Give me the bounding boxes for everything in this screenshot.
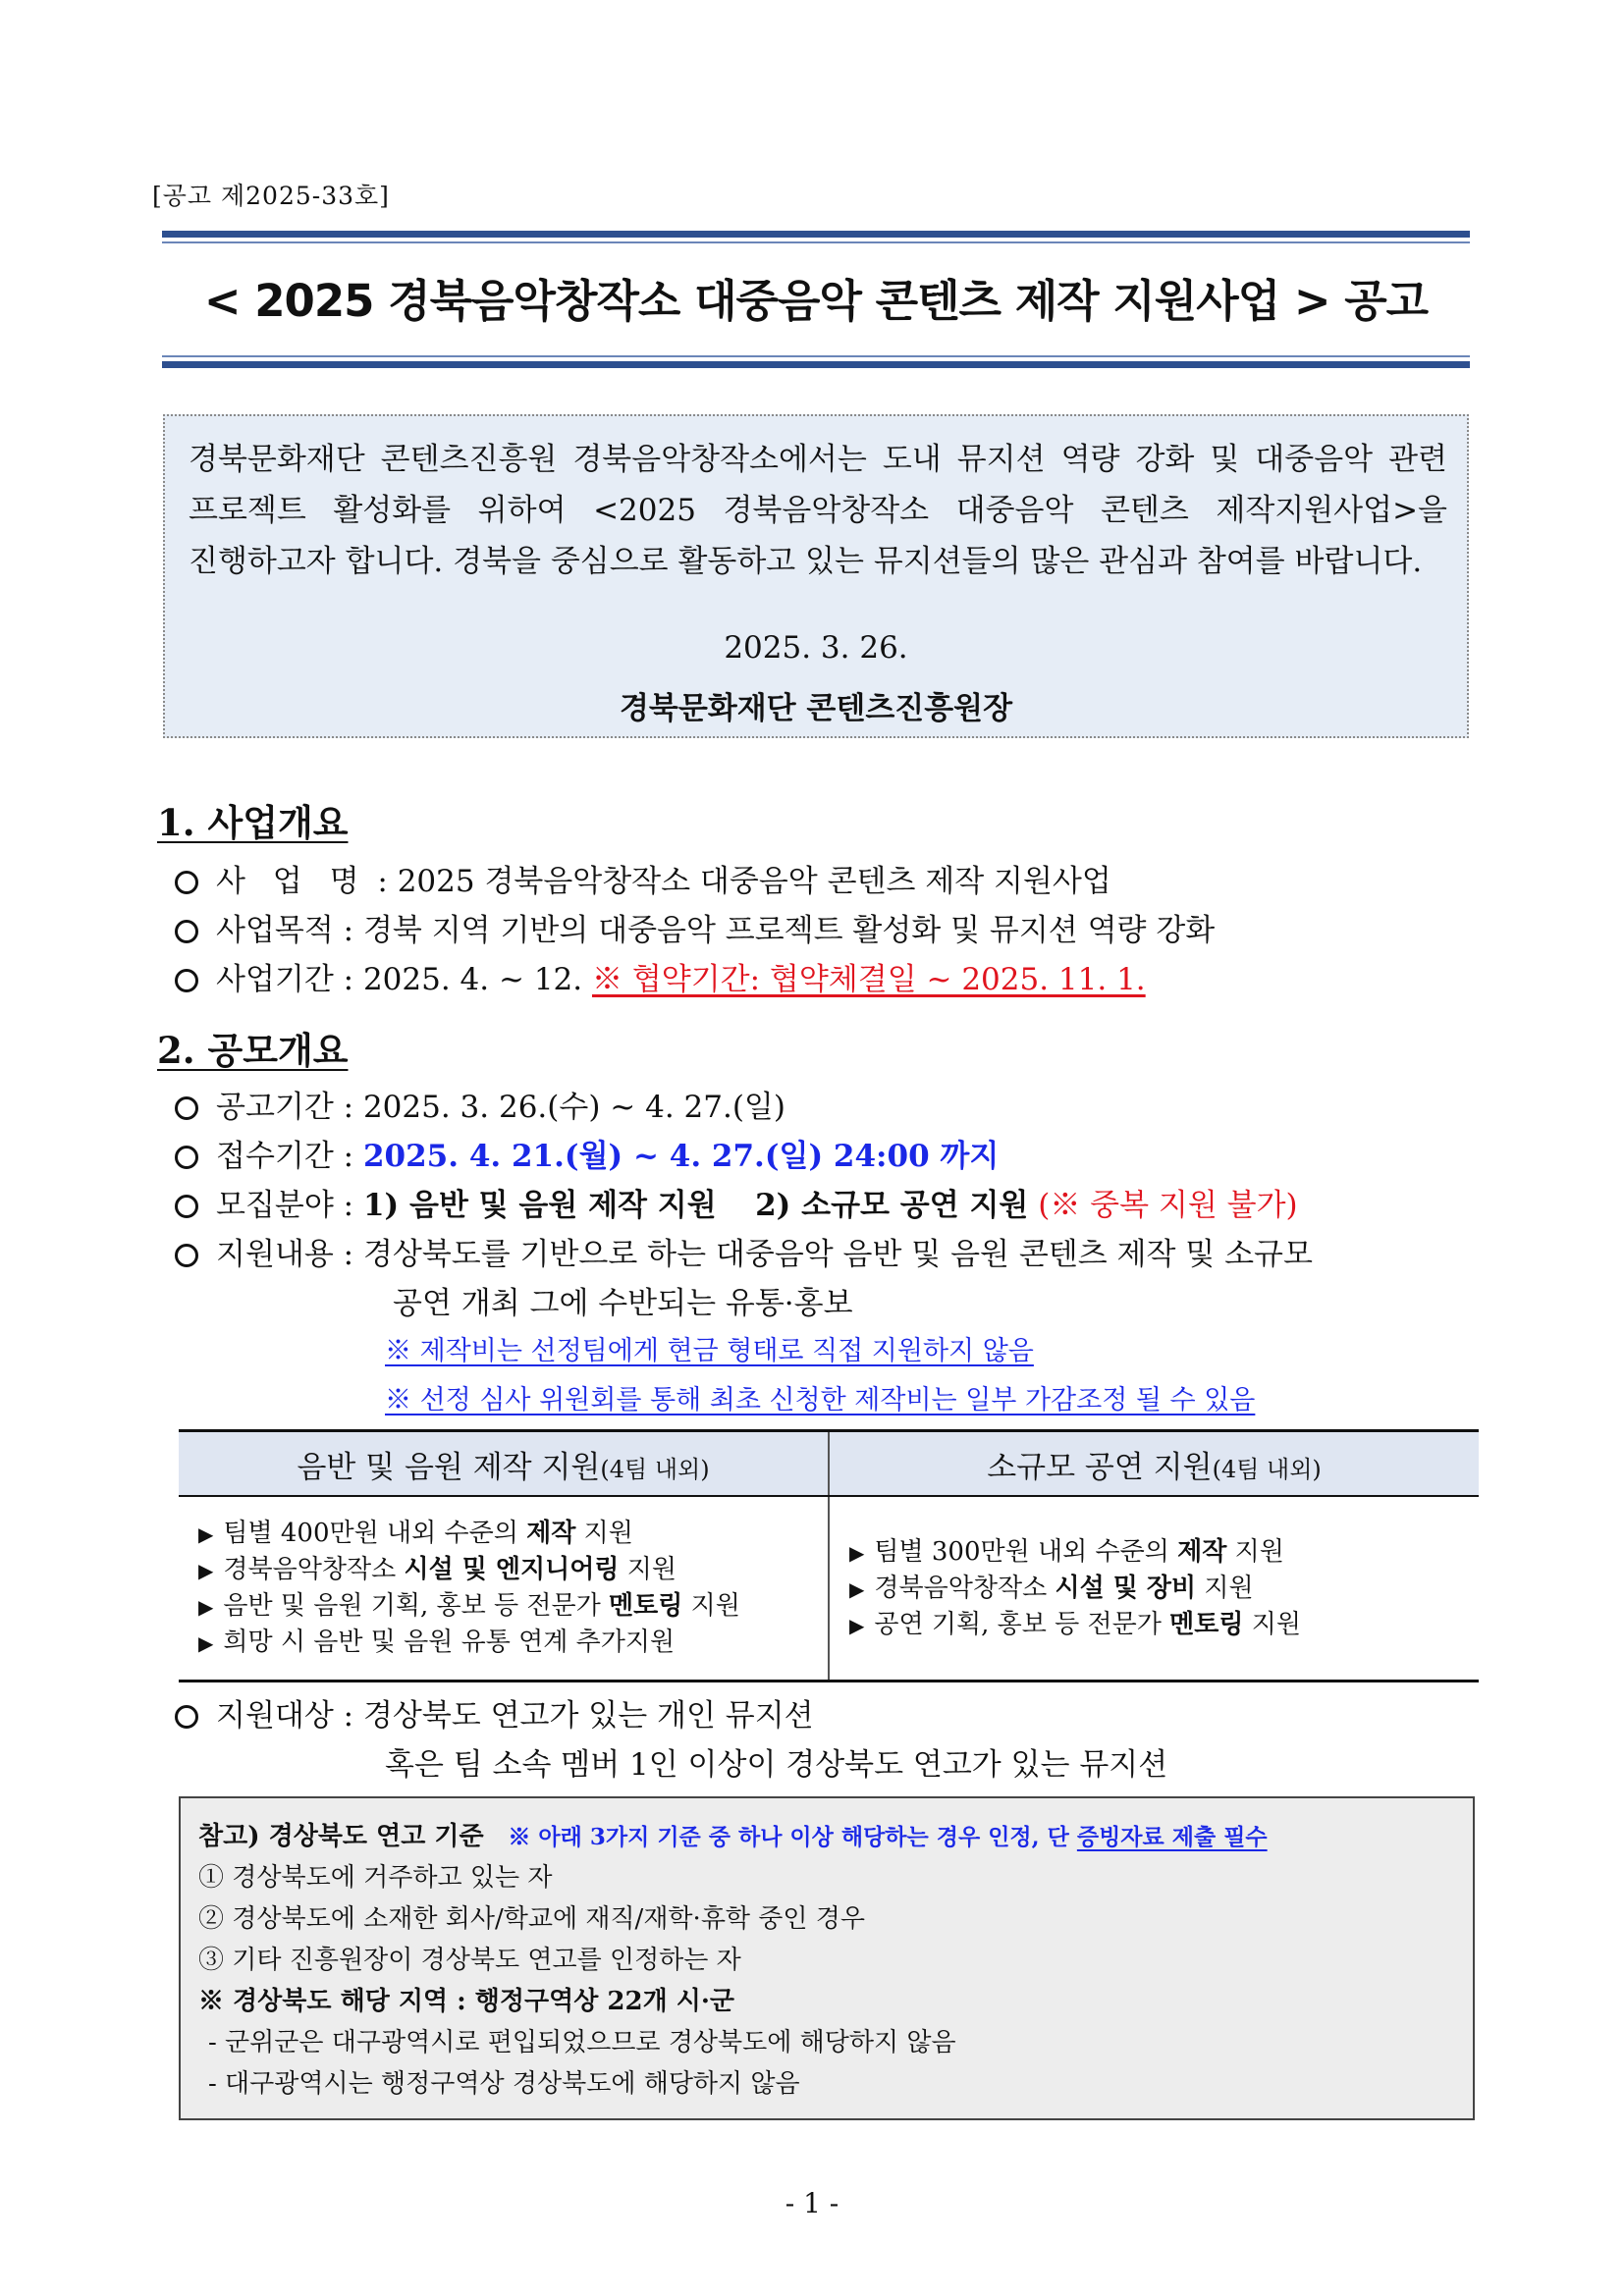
intro-box (163, 414, 1469, 738)
contract-period-note: ※ 협약기간: 협약체결일 ~ 2025. 11. 1. (591, 962, 1146, 997)
list-item: ▶ 경북음악창작소 시설 및 장비 지원 (849, 1573, 1254, 1603)
reference-note: ※ 아래 3가지 기준 중 하나 이상 해당하는 경우 인정, 단 증빙자료 제출 필수 (508, 1824, 1268, 1850)
reference-dash-item: - 군위군은 대구광역시로 편입되었으므로 경상북도에 해당하지 않음 (208, 2028, 956, 2057)
reference-box (179, 1796, 1475, 2120)
triangle-bullet-icon: ▶ (849, 1540, 865, 1565)
list-item: ▶ 공연 기획, 홍보 등 전문가 멘토링 지원 (849, 1609, 1301, 1639)
triangle-bullet-icon: ▶ (198, 1559, 214, 1582)
title-bottom-rule-thin (162, 355, 1470, 357)
reference-title: 참고) 경상북도 연고 기준 (198, 1822, 484, 1851)
list-item: ▶ 팀별 400만원 내외 수준의 제작 지원 (198, 1519, 633, 1548)
section2-target-line2: 혹은 팀 소속 멤버 1인 이상이 경상북도 연고가 있는 뮤지션 (385, 1747, 1168, 1783)
list-item: ▶ 희망 시 음반 및 음원 유통 연계 추가지원 (198, 1628, 676, 1657)
section1-title: 1. 사업개요 (157, 801, 349, 844)
reference-item: ③ 기타 진흥원장이 경상북도 연고를 인정하는 자 (198, 1946, 741, 1975)
section2-receipt-period: 접수기간 : 2025. 4. 21.(월) ~ 4. 27.(일) 24:00 까지 (175, 1131, 999, 1175)
circle-bullet-icon (175, 1146, 198, 1169)
list-item: ▶ 음반 및 음원 기획, 홍보 등 전문가 멘토링 지원 (198, 1591, 740, 1621)
reference-item: ② 경상북도에 소재한 회사/학교에 재직/재학·휴학 중인 경우 (198, 1904, 866, 1934)
section2-title: 2. 공모개요 (157, 1029, 349, 1072)
title-bottom-rule-thick (162, 361, 1470, 368)
section2-content: 지원내용 : 경상북도를 기반으로 하는 대중음악 음반 및 음원 콘텐츠 제작 및 소규모 (175, 1229, 1313, 1273)
circle-bullet-icon (175, 1244, 198, 1267)
section1-item-period: 사업기간 : 2025. 4. ~ 12. ※ 협약기간: 협약체결일 ~ 2025. 11. 1. (175, 954, 1146, 998)
triangle-bullet-icon: ▶ (198, 1522, 214, 1546)
list-item: ▶ 경북음악창작소 시설 및 엔지니어링 지원 (198, 1555, 677, 1584)
triangle-bullet-icon: ▶ (198, 1595, 214, 1619)
title-top-rule-thick (162, 231, 1470, 238)
table-cell-record-items (179, 1496, 829, 1682)
page-number: - 1 - (785, 2187, 839, 2219)
section2-content-note1: ※ 제작비는 선정팀에게 현금 형태로 직접 지원하지 않음 (385, 1336, 1034, 1366)
circle-bullet-icon (175, 1096, 198, 1120)
circle-bullet-icon (175, 871, 198, 894)
title-top-rule-thin (162, 241, 1470, 243)
notice-number: [공고 제2025-33호] (152, 182, 390, 210)
page-title: < 2025 경북음악창작소 대중음악 콘텐츠 제작 지원사업 > 공고 (203, 275, 1429, 327)
intro-text: 경북문화재단 콘텐츠진흥원 경북음악창작소에서는 도내 뮤지션 역량 강화 및 대중음악 관련 프로젝트 활성화를 위하여 <2025 경북음악창작소 대중음악 콘텐츠 제작지원사업>을 진행하고자 합니다. 경북을 중심으로 활동하고 있는 뮤지션들의 많은 관심과 참여를 바랍니다. (189, 442, 1447, 579)
receipt-period-value: 2025. 4. 21.(월) ~ 4. 27.(일) 24:00 까지 (362, 1139, 1000, 1174)
section2-target: 지원대상 : 경상북도 연고가 있는 개인 뮤지션 (175, 1690, 814, 1735)
triangle-bullet-icon: ▶ (198, 1631, 214, 1655)
circle-bullet-icon (175, 1705, 198, 1729)
section1-item-purpose: 사업목적 : 경북 지역 기반의 대중음악 프로젝트 활성화 및 뮤지션 역량 강화 (175, 905, 1215, 949)
section2-category: 모집분야 : 1) 음반 및 음원 제작 지원 2) 소규모 공연 지원 (※ 중복 지원 불가) (175, 1180, 1298, 1224)
reference-region: ※ 경상북도 해당 지역 : 행정구역상 22개 시·군 (198, 1987, 735, 2016)
intro-date: 2025. 3. 26. (724, 630, 908, 666)
section2-content-note2: ※ 선정 심사 위원회를 통해 최초 신청한 제작비는 일부 가감조정 될 수 있음 (385, 1385, 1256, 1415)
table-header-record: 음반 및 음원 제작 지원(4팀 내외) (179, 1431, 829, 1497)
triangle-bullet-icon: ▶ (849, 1576, 865, 1601)
reference-title-line (198, 1816, 1268, 1852)
circle-bullet-icon (175, 1195, 198, 1218)
circle-bullet-icon (175, 920, 198, 943)
intro-org: 경북문화재단 콘텐츠진흥원장 (619, 691, 1013, 726)
reference-dash-item: - 대구광역시는 행정구역상 경상북도에 해당하지 않음 (208, 2069, 800, 2099)
support-table (179, 1429, 1479, 1682)
table-cell-performance-items (829, 1496, 1479, 1682)
triangle-bullet-icon: ▶ (849, 1613, 865, 1637)
reference-item: ① 경상북도에 거주하고 있는 자 (198, 1863, 553, 1893)
section2-announce-period: 공고기간 : 2025. 3. 26.(수) ~ 4. 27.(일) (175, 1082, 785, 1126)
no-duplicate-note: (※ 중복 지원 불가) (1038, 1188, 1298, 1223)
table-header-performance: 소규모 공연 지원(4팀 내외) (829, 1431, 1479, 1497)
section2-content-line2: 공연 개최 그에 수반되는 유통·홍보 (393, 1286, 853, 1321)
list-item: ▶ 팀별 300만원 내외 수준의 제작 지원 (849, 1536, 1284, 1567)
circle-bullet-icon (175, 969, 198, 992)
section1-item-name: 사 업 명 : 2025 경북음악창작소 대중음악 콘텐츠 제작 지원사업 (175, 856, 1111, 900)
